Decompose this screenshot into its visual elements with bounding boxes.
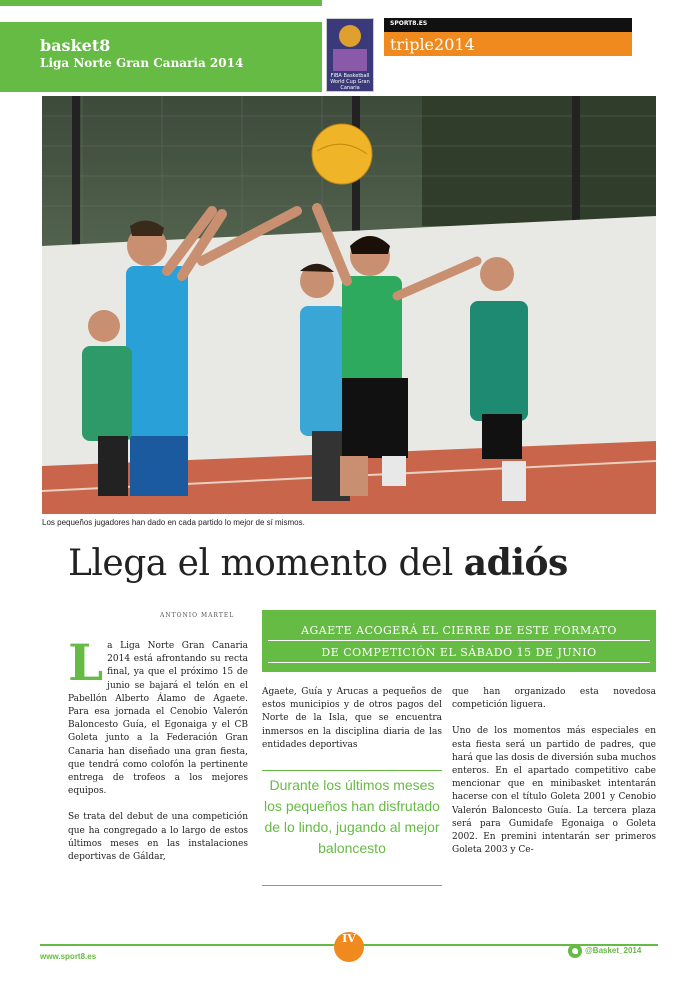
world-cup-logo xyxy=(326,18,374,92)
section-name: basket8 xyxy=(40,36,111,55)
paragraph-1: a Liga Norte Gran Canaria 2014 está afrontando su recta final, ya que el próximo 15 de junio se bajará el telón en el Pabellón Alberto Álamo de Agaete. Para esa jornada el Cenobio Valerón Baloncesto Guía, el Egonaiga y el CB Goleta junto a la Federación Gran Canaria han diseñado una gran fiesta, que tendrá como colofón la pertinente entrega de trofeos a los mejores equipos. xyxy=(68,641,248,797)
triple-title: triple2014 xyxy=(390,35,475,54)
main-photo xyxy=(42,96,656,514)
pull-quote xyxy=(262,770,442,886)
logo-ball-icon xyxy=(339,25,361,47)
pull-line-1: AGAETE ACOGERÁ EL CIERRE DE ESTE FORMATO xyxy=(301,624,617,637)
article-column-3 xyxy=(452,686,656,857)
paragraph-2: Se trata del debut de una competición que ha congregado a lo largo de estos últimos meses en las instalaciones deportivas de Gáldar, xyxy=(68,812,248,863)
author-byline: ANTONIO MARTEL xyxy=(160,612,235,619)
twitter-handle-text: @Basket_2014 xyxy=(585,946,642,955)
article-column-1 xyxy=(68,633,248,864)
photo-caption: Los pequeños jugadores han dado en cada partido lo mejor de sí mismos. xyxy=(42,518,305,527)
pull-line-2: DE COMPETICIÓN EL SÁBADO 15 DE JUNIO xyxy=(321,646,597,659)
title-regular: Llega el momento del xyxy=(68,543,464,584)
article-title xyxy=(68,542,568,584)
twitter-handle[interactable] xyxy=(568,940,641,954)
league-name: Liga Norte Gran Canaria 2014 xyxy=(40,56,244,70)
drop-cap: L xyxy=(68,633,104,692)
publication-label: SPORT8.ES xyxy=(390,20,428,27)
triple-banner xyxy=(384,32,632,56)
headline-pull-box xyxy=(262,610,656,672)
publication-strip xyxy=(384,18,632,32)
title-bold: adiós xyxy=(463,542,568,584)
page-header xyxy=(0,0,698,92)
logo-text: FIBA Basketball World Cup Gran Canaria xyxy=(330,73,370,91)
pull-divider-bottom xyxy=(268,662,650,663)
paragraph-5: Uno de los momentos más especiales en esta fiesta será un partido de padres, que hará que las dosis de diversión suba muchos enteros. En el apartado competitivo cabe mencionar que en minibasket intentarán hacerse con el título Goleta 2001 y Cenobio Valerón Baloncesto Guía. La tercera plaza será para Gumidafe Egonaiga o Goleta 2002. En premini intentarán ser primeros Goleta 2003 y Ce- xyxy=(452,726,656,856)
basketball-kids-photo xyxy=(42,96,656,514)
pull-quote-text: Durante los últimos meses los pequeños han disfrutado de lo lindo, jugando al mejor baloncesto xyxy=(264,777,440,856)
paragraph-3: Agaete, Guía y Arucas a pequeños de estos municipios y de otros pagos del Norte de la Isla, que se encuentra inmersos en la disciplina diaria de las entidades deportivas xyxy=(262,687,442,750)
paragraph-4: que han organizado esta novedosa competición liguera. xyxy=(452,687,656,711)
twitter-icon xyxy=(568,944,582,958)
article-column-2 xyxy=(262,686,442,752)
website-link[interactable]: www.sport8.es xyxy=(40,952,97,961)
pull-divider xyxy=(268,640,650,641)
page-number: IV xyxy=(334,932,364,962)
logo-figure-icon xyxy=(333,49,367,71)
section-banner xyxy=(0,22,322,92)
header-top-strip xyxy=(0,0,322,6)
